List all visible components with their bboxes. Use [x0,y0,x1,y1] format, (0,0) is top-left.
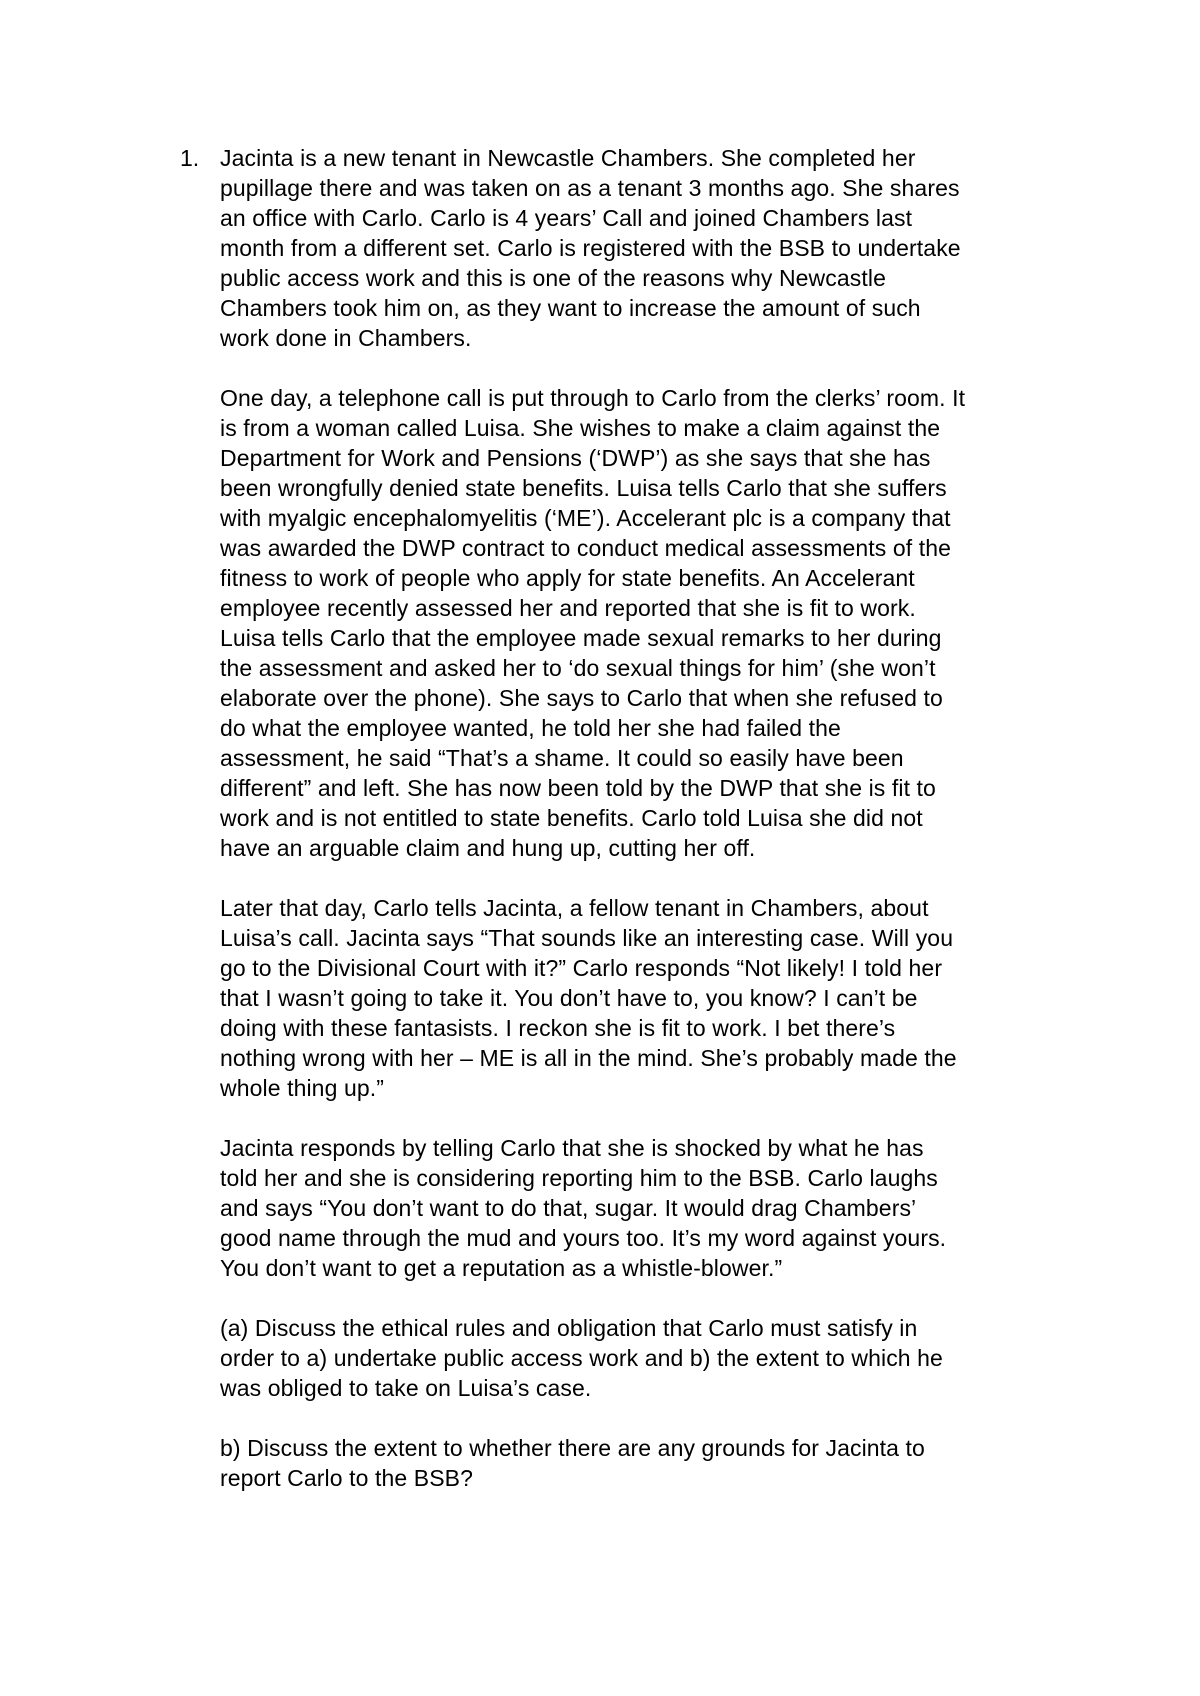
text-line: was obliged to take on Luisa’s case. [220,1375,592,1401]
text-line: Chambers took him on, as they want to increase the amount of such [220,295,921,321]
text-line: Luisa tells Carlo that the employee made sexual remarks to her during [220,625,942,651]
text-line: order to a) undertake public access work and b) the extent to which he [220,1345,943,1371]
text-line: work and is not entitled to state benefits. Carlo told Luisa she did not [220,805,923,831]
text-line: is from a woman called Luisa. She wishes to make a claim against the [220,415,941,441]
text-line: have an arguable claim and hung up, cutting her off. [220,835,756,861]
text-line: (a) Discuss the ethical rules and obligation that Carlo must satisfy in [220,1315,918,1341]
text-line: You don’t want to get a reputation as a whistle-blower.” [220,1255,783,1281]
text-line: different” and left. She has now been told by the DWP that she is fit to [220,775,936,801]
text-line: Jacinta is a new tenant in Newcastle Chambers. She completed her [220,145,916,171]
text-line: was awarded the DWP contract to conduct medical assessments of the [220,535,952,561]
text-line: One day, a telephone call is put through to Carlo from the clerks’ room. It [220,385,966,411]
text-line: elaborate over the phone). She says to Carlo that when she refused to [220,685,943,711]
item-number: 1. [180,145,200,171]
text-line: the assessment and asked her to ‘do sexual things for him’ (she won’t [220,655,936,681]
text-line: Luisa’s call. Jacinta says “That sounds like an interesting case. Will you [220,925,954,951]
text-line: and says “You don’t want to do that, sugar. It would drag Chambers’ [220,1195,917,1221]
paragraph-phone-call [220,383,1080,863]
paragraph-conversation [220,893,1080,1103]
item-body [220,143,1080,1523]
text-line: that I wasn’t going to take it. You don’t have to, you know? I can’t be [220,985,918,1011]
paragraph-intro [220,143,1080,353]
text-line: Department for Work and Pensions (‘DWP’) as she says that she has [220,445,931,471]
text-line: nothing wrong with her – ME is all in the mind. She’s probably made the [220,1045,957,1071]
text-line: month from a different set. Carlo is registered with the BSB to undertake [220,235,961,261]
text-line: an office with Carlo. Carlo is 4 years’ Call and joined Chambers last [220,205,913,231]
text-line: with myalgic encephalomyelitis (‘ME’). Accelerant plc is a company that [220,505,951,531]
text-line: work done in Chambers. [220,325,472,351]
text-line: told her and she is considering reporting him to the BSB. Carlo laughs [220,1165,938,1191]
text-line: been wrongfully denied state benefits. Luisa tells Carlo that she suffers [220,475,947,501]
text-line: b) Discuss the extent to whether there are any grounds for Jacinta to [220,1435,925,1461]
question-a [220,1313,1080,1403]
text-line: employee recently assessed her and reported that she is fit to work. [220,595,916,621]
text-line: Jacinta responds by telling Carlo that she is shocked by what he has [220,1135,924,1161]
text-line: report Carlo to the BSB? [220,1465,473,1491]
paragraph-response [220,1133,1080,1283]
text-line: assessment, he said “That’s a shame. It could so easily have been [220,745,904,771]
text-line: Later that day, Carlo tells Jacinta, a fellow tenant in Chambers, about [220,895,929,921]
text-line: whole thing up.” [220,1075,384,1101]
text-line: doing with these fantasists. I reckon she is fit to work. I bet there’s [220,1015,896,1041]
text-line: go to the Divisional Court with it?” Carlo responds “Not likely! I told her [220,955,943,981]
text-line: do what the employee wanted, he told her she had failed the [220,715,841,741]
text-line: fitness to work of people who apply for state benefits. An Accelerant [220,565,915,591]
text-line: good name through the mud and yours too. It’s my word against yours. [220,1225,947,1251]
question-b [220,1433,1080,1493]
text-line: public access work and this is one of the reasons why Newcastle [220,265,886,291]
text-line: pupillage there and was taken on as a tenant 3 months ago. She shares [220,175,960,201]
